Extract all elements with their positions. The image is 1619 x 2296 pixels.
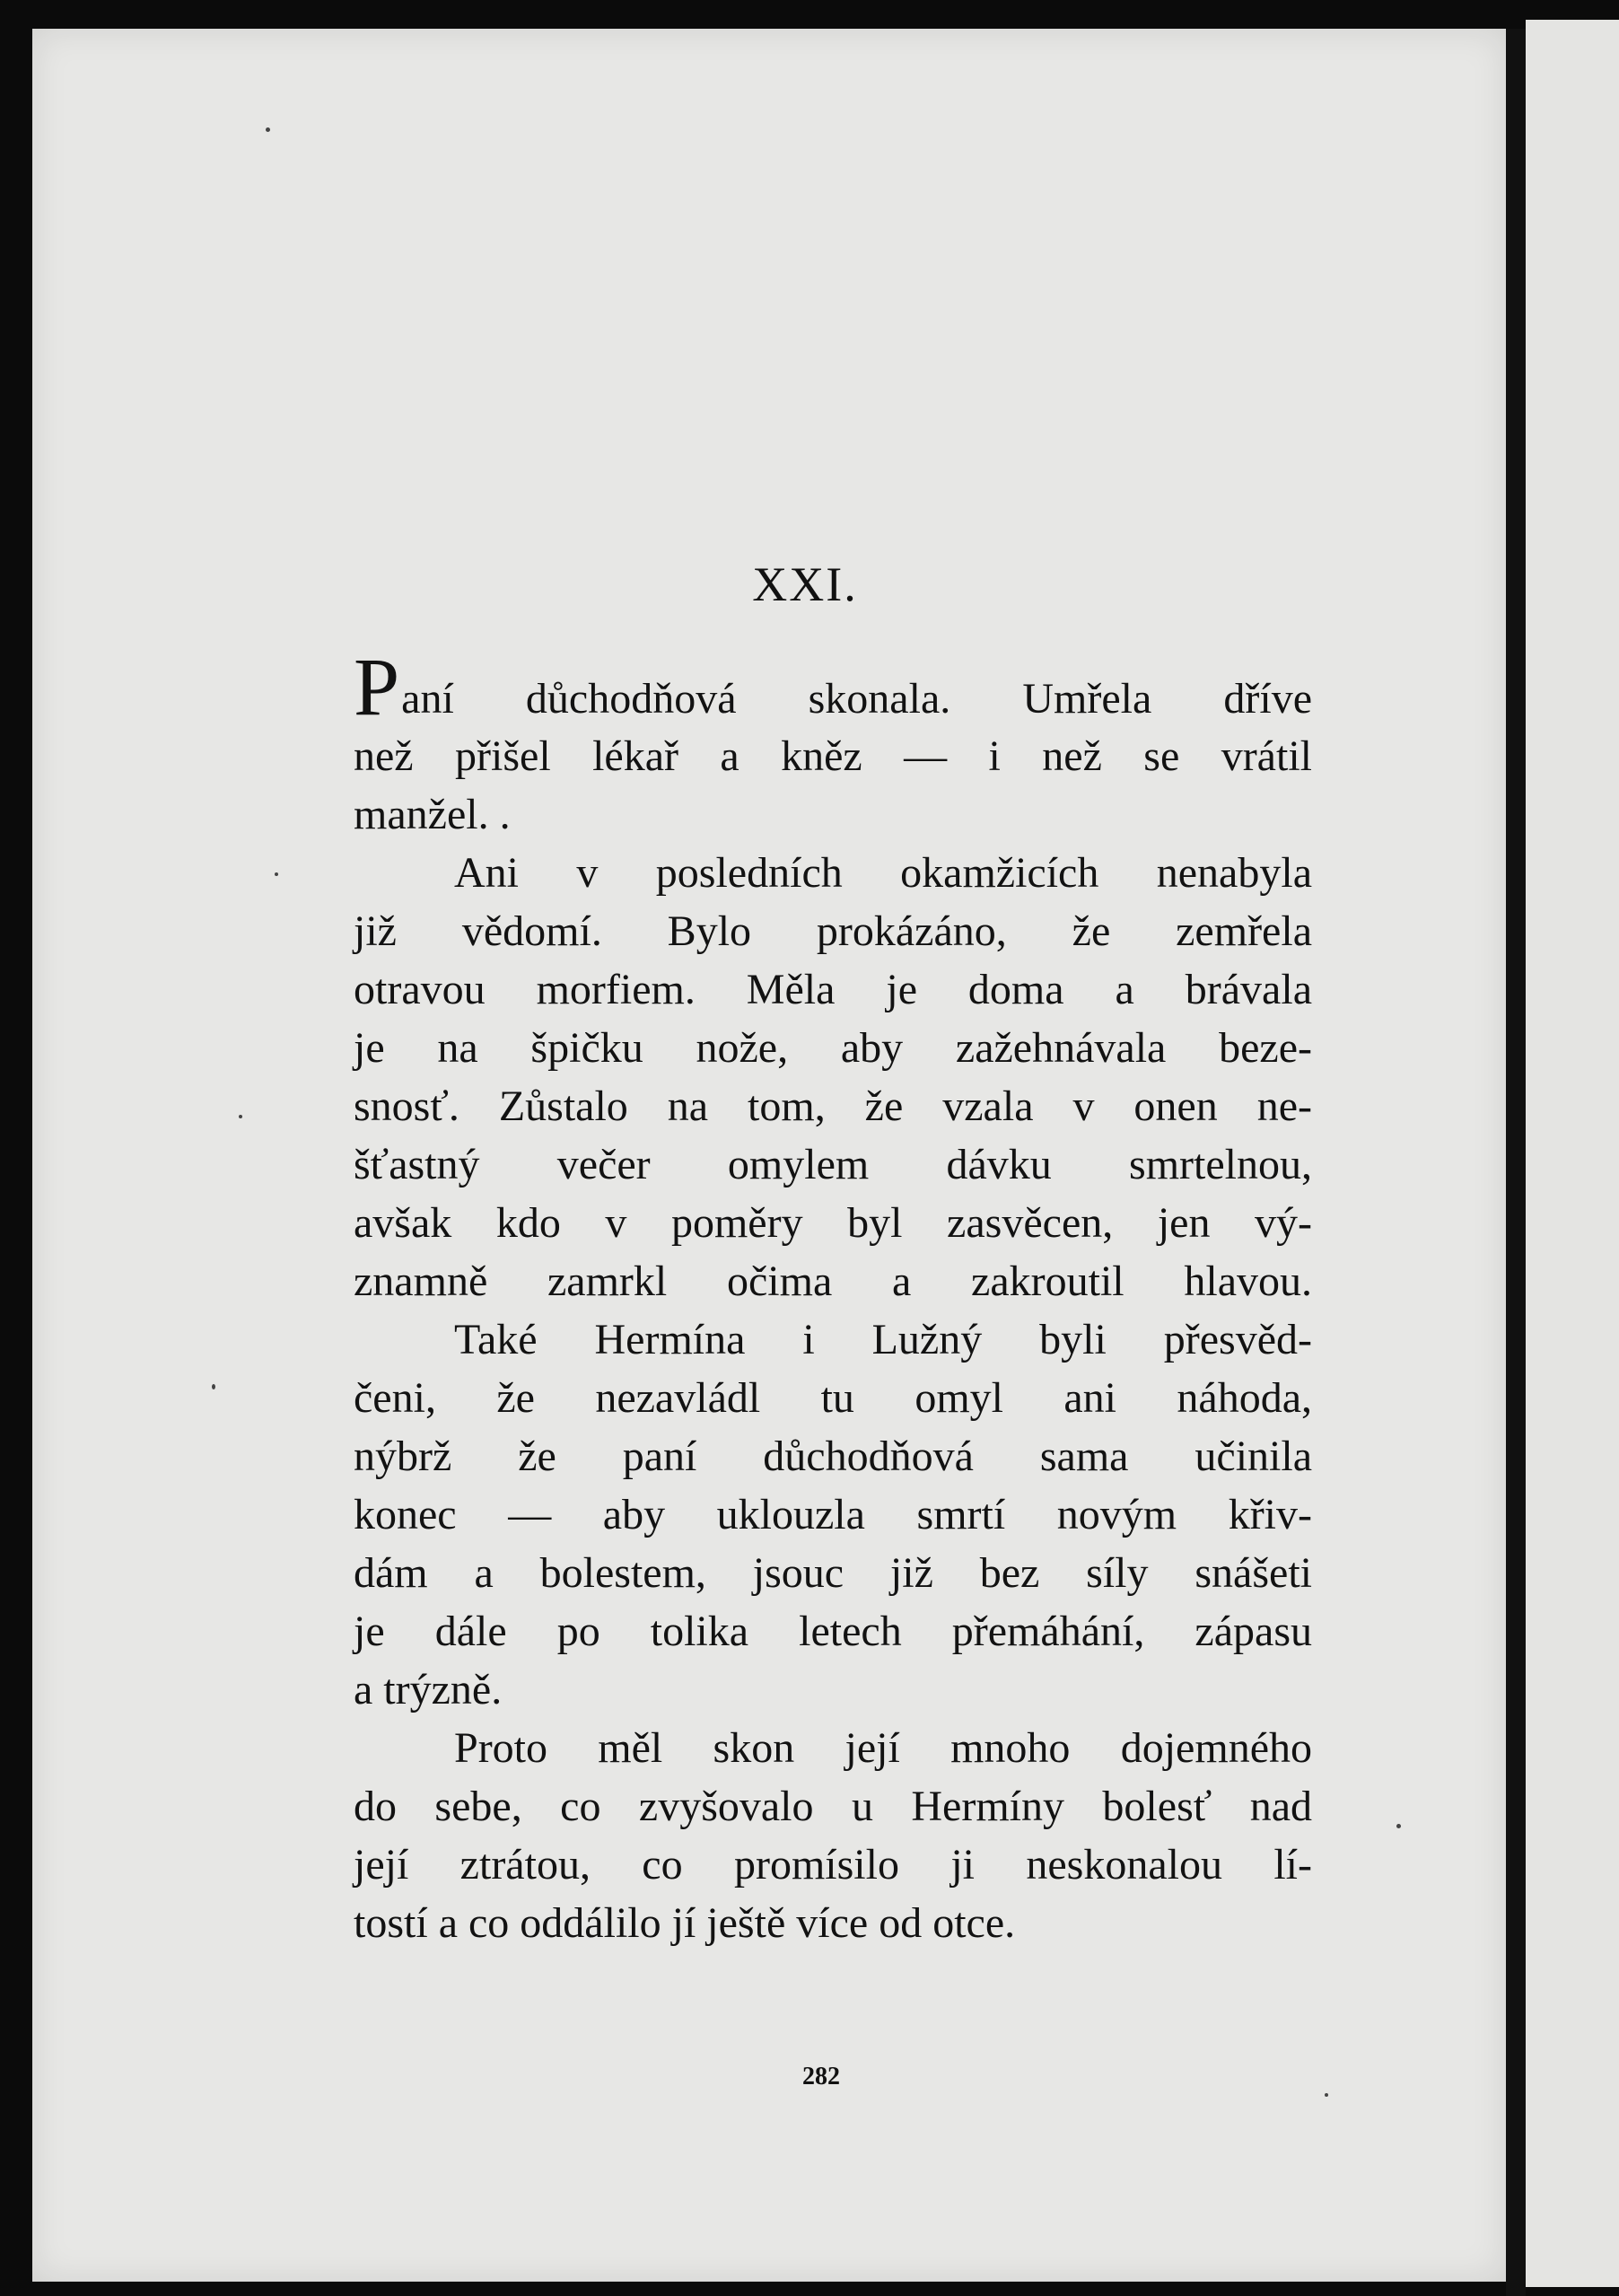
text-lines xyxy=(354,727,1312,1952)
text-line: otravou morfiem. Měla je doma a brávala xyxy=(354,966,1312,1013)
text-line: dám a bolestem, jsouc již bez síly snášeti xyxy=(354,1549,1312,1597)
page-number: 282 xyxy=(802,2063,840,2090)
text-line: je na špičku nože, aby zažehnávala beze- xyxy=(354,1024,1312,1072)
text-line: šťastný večer omylem dávku smrtelnou, xyxy=(354,1141,1312,1188)
text-line: Ani v posledních okamžicích nenabyla xyxy=(454,849,1312,897)
text-line: a trýzně. xyxy=(354,1666,503,1713)
text-line: znamně zamrkl očima a zakroutil hlavou. xyxy=(354,1258,1312,1305)
ink-speck xyxy=(212,1384,215,1389)
text-line: nýbrž že paní důchodňová sama učinila xyxy=(354,1433,1312,1480)
text-line: manžel. . xyxy=(354,791,511,838)
ink-speck xyxy=(1325,2093,1328,2097)
text-line: snosť. Zůstalo na tom, že vzala v onen ne- xyxy=(354,1082,1312,1130)
adjacent-page-edge xyxy=(1526,20,1619,2287)
text-line: čeni, že nezavládl tu omyl ani náhoda, xyxy=(354,1374,1312,1422)
body-text xyxy=(354,641,1312,1952)
chapter-heading: XXI. xyxy=(752,557,858,611)
ink-speck xyxy=(239,1115,242,1118)
ink-speck xyxy=(1396,1824,1401,1828)
text-line: do sebe, co zvyšovalo u Hermíny bolesť nad xyxy=(354,1783,1312,1830)
text-line xyxy=(354,641,1312,732)
ink-speck xyxy=(266,127,270,132)
text-line: je dále po tolika letech přemáhání, zápasu xyxy=(354,1608,1312,1655)
text-line: avšak kdo v poměry byl zasvěcen, jen vý- xyxy=(354,1199,1312,1247)
text-line: Také Hermína i Lužný byli přesvěd- xyxy=(454,1316,1312,1363)
text-line: její ztrátou, co promísilo ji neskonalou lí- xyxy=(354,1841,1312,1889)
text-line: než přišel lékař a kněz — i než se vrátil xyxy=(354,732,1312,780)
page-gutter-shadow xyxy=(1506,29,1526,2296)
first-line-text: aní důchodňová skonala. Umřela dříve xyxy=(401,675,1312,723)
text-line: Proto měl skon její mnoho dojemného xyxy=(454,1724,1312,1772)
drop-cap: P xyxy=(354,641,400,732)
ink-speck xyxy=(275,872,278,876)
text-line: konec — aby uklouzla smrtí novým křiv- xyxy=(354,1491,1312,1538)
text-line: tostí a co oddálilo jí ještě více od otce. xyxy=(354,1899,1016,1947)
text-line: již vědomí. Bylo prokázáno, že zemřela xyxy=(354,907,1312,955)
